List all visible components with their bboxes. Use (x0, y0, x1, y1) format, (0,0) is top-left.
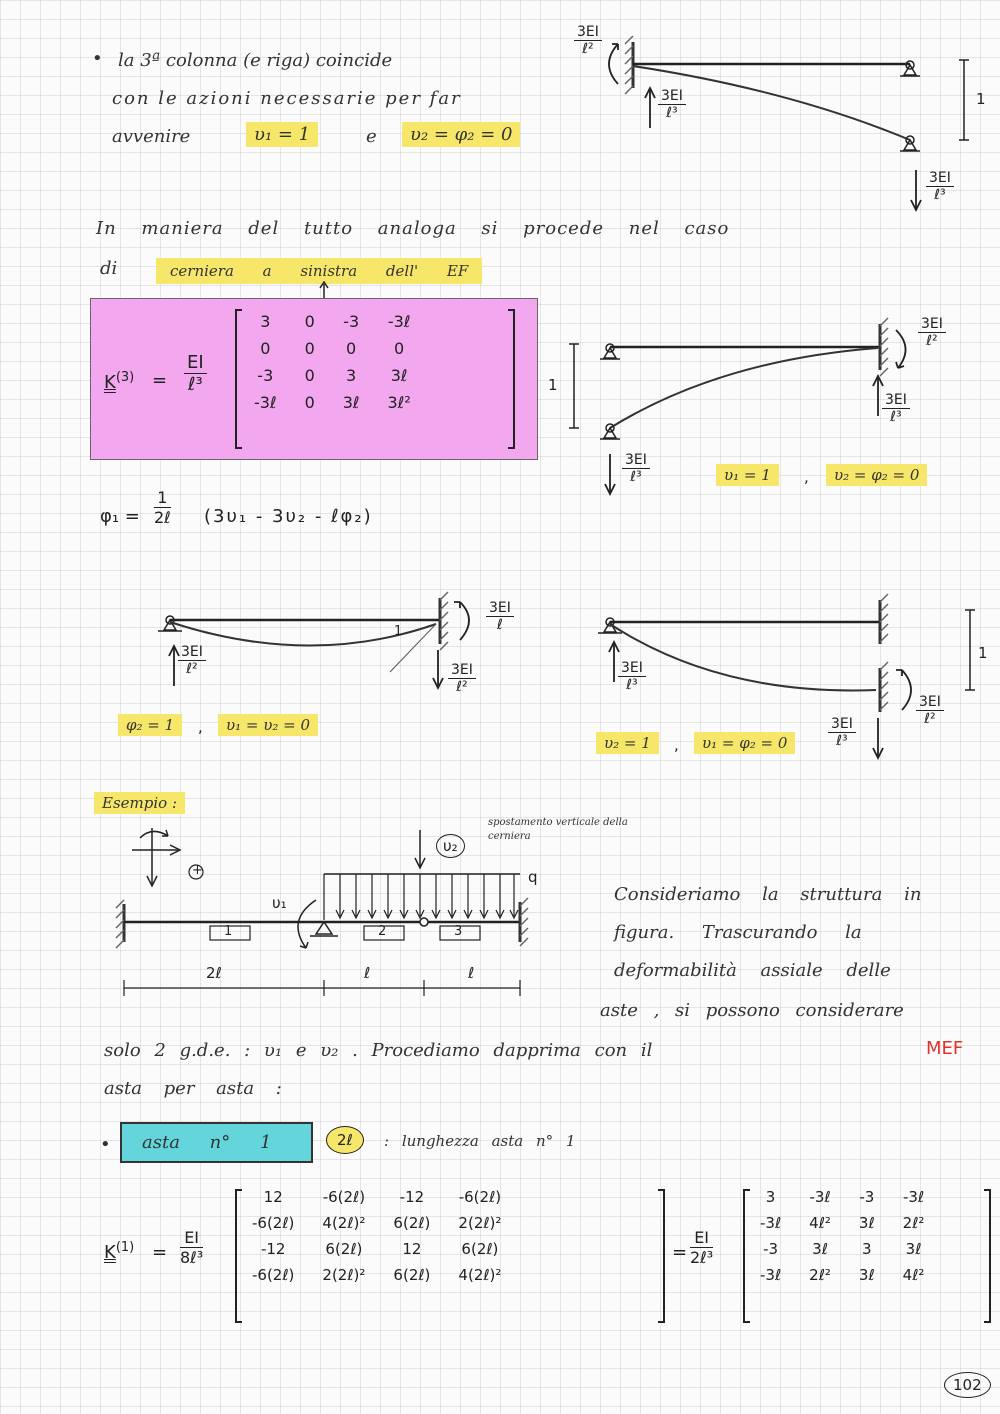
equals-sign: = (672, 1242, 688, 1263)
sign-plus: + (192, 863, 203, 878)
text-line: In maniera del tutto analoga si procede nel caso (96, 218, 730, 239)
v2-label: υ₂ (436, 834, 465, 858)
example-title: Esempio : (94, 792, 185, 814)
highlight-condition: υ₁ = 1 (716, 464, 779, 486)
equals-sign: = (152, 370, 168, 391)
fraction-reaction: 3EI ℓ² (178, 644, 206, 677)
matrix-coefficient: EI 8ℓ³ (180, 1228, 204, 1267)
text-line: asta per asta : (104, 1078, 282, 1099)
fraction-reaction: 3EI ℓ³ (926, 170, 954, 203)
formula-phi-fraction: 1 2ℓ (154, 488, 171, 527)
text-line: deformabilità assiale delle (614, 960, 891, 981)
stiffness-matrix-1-expanded: 12 -6(2ℓ) -12 -6(2ℓ) -6(2ℓ) 4(2ℓ)² 6(2ℓ) 2(2ℓ)² -12 6(2ℓ) 12 6(2ℓ) -6(2ℓ) 2(2ℓ)² 6(2ℓ) 4(2ℓ)² (252, 1188, 502, 1284)
equals-sign: = (152, 1242, 168, 1263)
stiffness-matrix-1-simplified: 3 -3ℓ -3 -3ℓ -3ℓ 4ℓ² 3ℓ 2ℓ² -3 3ℓ 3 3ℓ -3ℓ 2ℓ² 3ℓ 4ℓ² (760, 1188, 925, 1284)
comma: , (804, 468, 809, 486)
rotation-label: 1 (394, 624, 403, 639)
fraction-reaction: 3EI ℓ³ (828, 716, 856, 749)
dimension-label: 2ℓ (206, 964, 222, 982)
highlight-condition: υ₂ = 1 (596, 732, 659, 754)
arrow-up-icon (316, 280, 336, 300)
highlight-condition: υ₁ = 1 (246, 122, 318, 147)
fraction-moment: 3EI ℓ (486, 600, 514, 633)
bullet: • (100, 1134, 111, 1155)
asta-label-box: asta n° 1 (120, 1122, 313, 1163)
highlight-text: cerniera a sinistra dell' EF (156, 258, 482, 284)
formula-phi-rhs: (3υ₁ - 3υ₂ - ℓφ₂) (204, 506, 373, 527)
fraction-reaction: 3EI ℓ³ (658, 88, 686, 121)
asta-length-text: : lunghezza asta n° 1 (384, 1132, 576, 1150)
beam-number: 1 (224, 924, 233, 939)
v1-label: υ₁ (272, 894, 287, 912)
diagram-example-structure (110, 830, 550, 1020)
fraction-moment: 3EI ℓ² (574, 24, 602, 57)
fraction-reaction: 3EI ℓ³ (882, 392, 910, 425)
matrix-coefficient: EI ℓ³ (184, 352, 207, 395)
load-label: q (528, 868, 538, 886)
displacement-label: 1 (548, 376, 558, 394)
fraction-moment: 3EI ℓ² (916, 694, 944, 727)
text-line: Consideriamo la struttura in (614, 884, 922, 905)
dimension-label: ℓ (364, 964, 371, 982)
dimension-label: ℓ (468, 964, 475, 982)
comma: , (198, 718, 203, 736)
highlight-condition: υ₂ = φ₂ = 0 (402, 122, 520, 147)
text-line: solo 2 g.d.e. : υ₁ e υ₂ . Procediamo dapprima con il (104, 1040, 653, 1061)
stiffness-matrix-3: 3 0 -3 -3ℓ 0 0 0 0 -3 0 3 3ℓ -3ℓ 0 3ℓ 3ℓ² (254, 312, 411, 412)
diagram-beam-fixed-left (570, 20, 970, 220)
fraction-reaction: 3EI ℓ² (448, 662, 476, 695)
text-line: figura. Trascurando la (614, 922, 862, 943)
text-line: aste , si possono considerare (600, 1000, 904, 1021)
formula-phi-lhs: φ₁ = (100, 506, 140, 527)
highlight-condition: υ₂ = φ₂ = 0 (826, 464, 927, 486)
page-number: 102 (944, 1372, 991, 1398)
fraction-moment: 3EI ℓ² (918, 316, 946, 349)
beam-number: 3 (454, 924, 463, 939)
displacement-label: 1 (978, 644, 988, 662)
text-line: avvenire (112, 126, 191, 147)
beam-number: 2 (378, 924, 387, 939)
text-line: la 3ª colonna (e riga) coincide (118, 50, 393, 71)
asta-length-circle: 2ℓ (326, 1126, 364, 1154)
highlight-condition: υ₁ = υ₂ = 0 (218, 714, 318, 736)
v2-note: spostamento verticale della cerniera (488, 817, 628, 842)
text-mef: MEF (926, 1038, 964, 1059)
matrix-label: $K^{(3)}$ (104, 370, 135, 393)
bullet: • (92, 48, 103, 69)
matrix-coefficient: EI 2ℓ³ (690, 1228, 714, 1267)
text-line: con le azioni necessarie per far (112, 88, 462, 109)
comma: , (674, 736, 679, 754)
text-line: di (100, 258, 118, 279)
displacement-label: 1 (976, 90, 986, 108)
matrix-label: $K^{(1)}$ (104, 1240, 135, 1263)
fraction-reaction: 3EI ℓ³ (622, 452, 650, 485)
highlight-condition: φ₂ = 1 (118, 714, 182, 736)
highlight-condition: υ₁ = φ₂ = 0 (694, 732, 795, 754)
text-conj: e (366, 126, 377, 147)
fraction-reaction: 3EI ℓ³ (618, 660, 646, 693)
